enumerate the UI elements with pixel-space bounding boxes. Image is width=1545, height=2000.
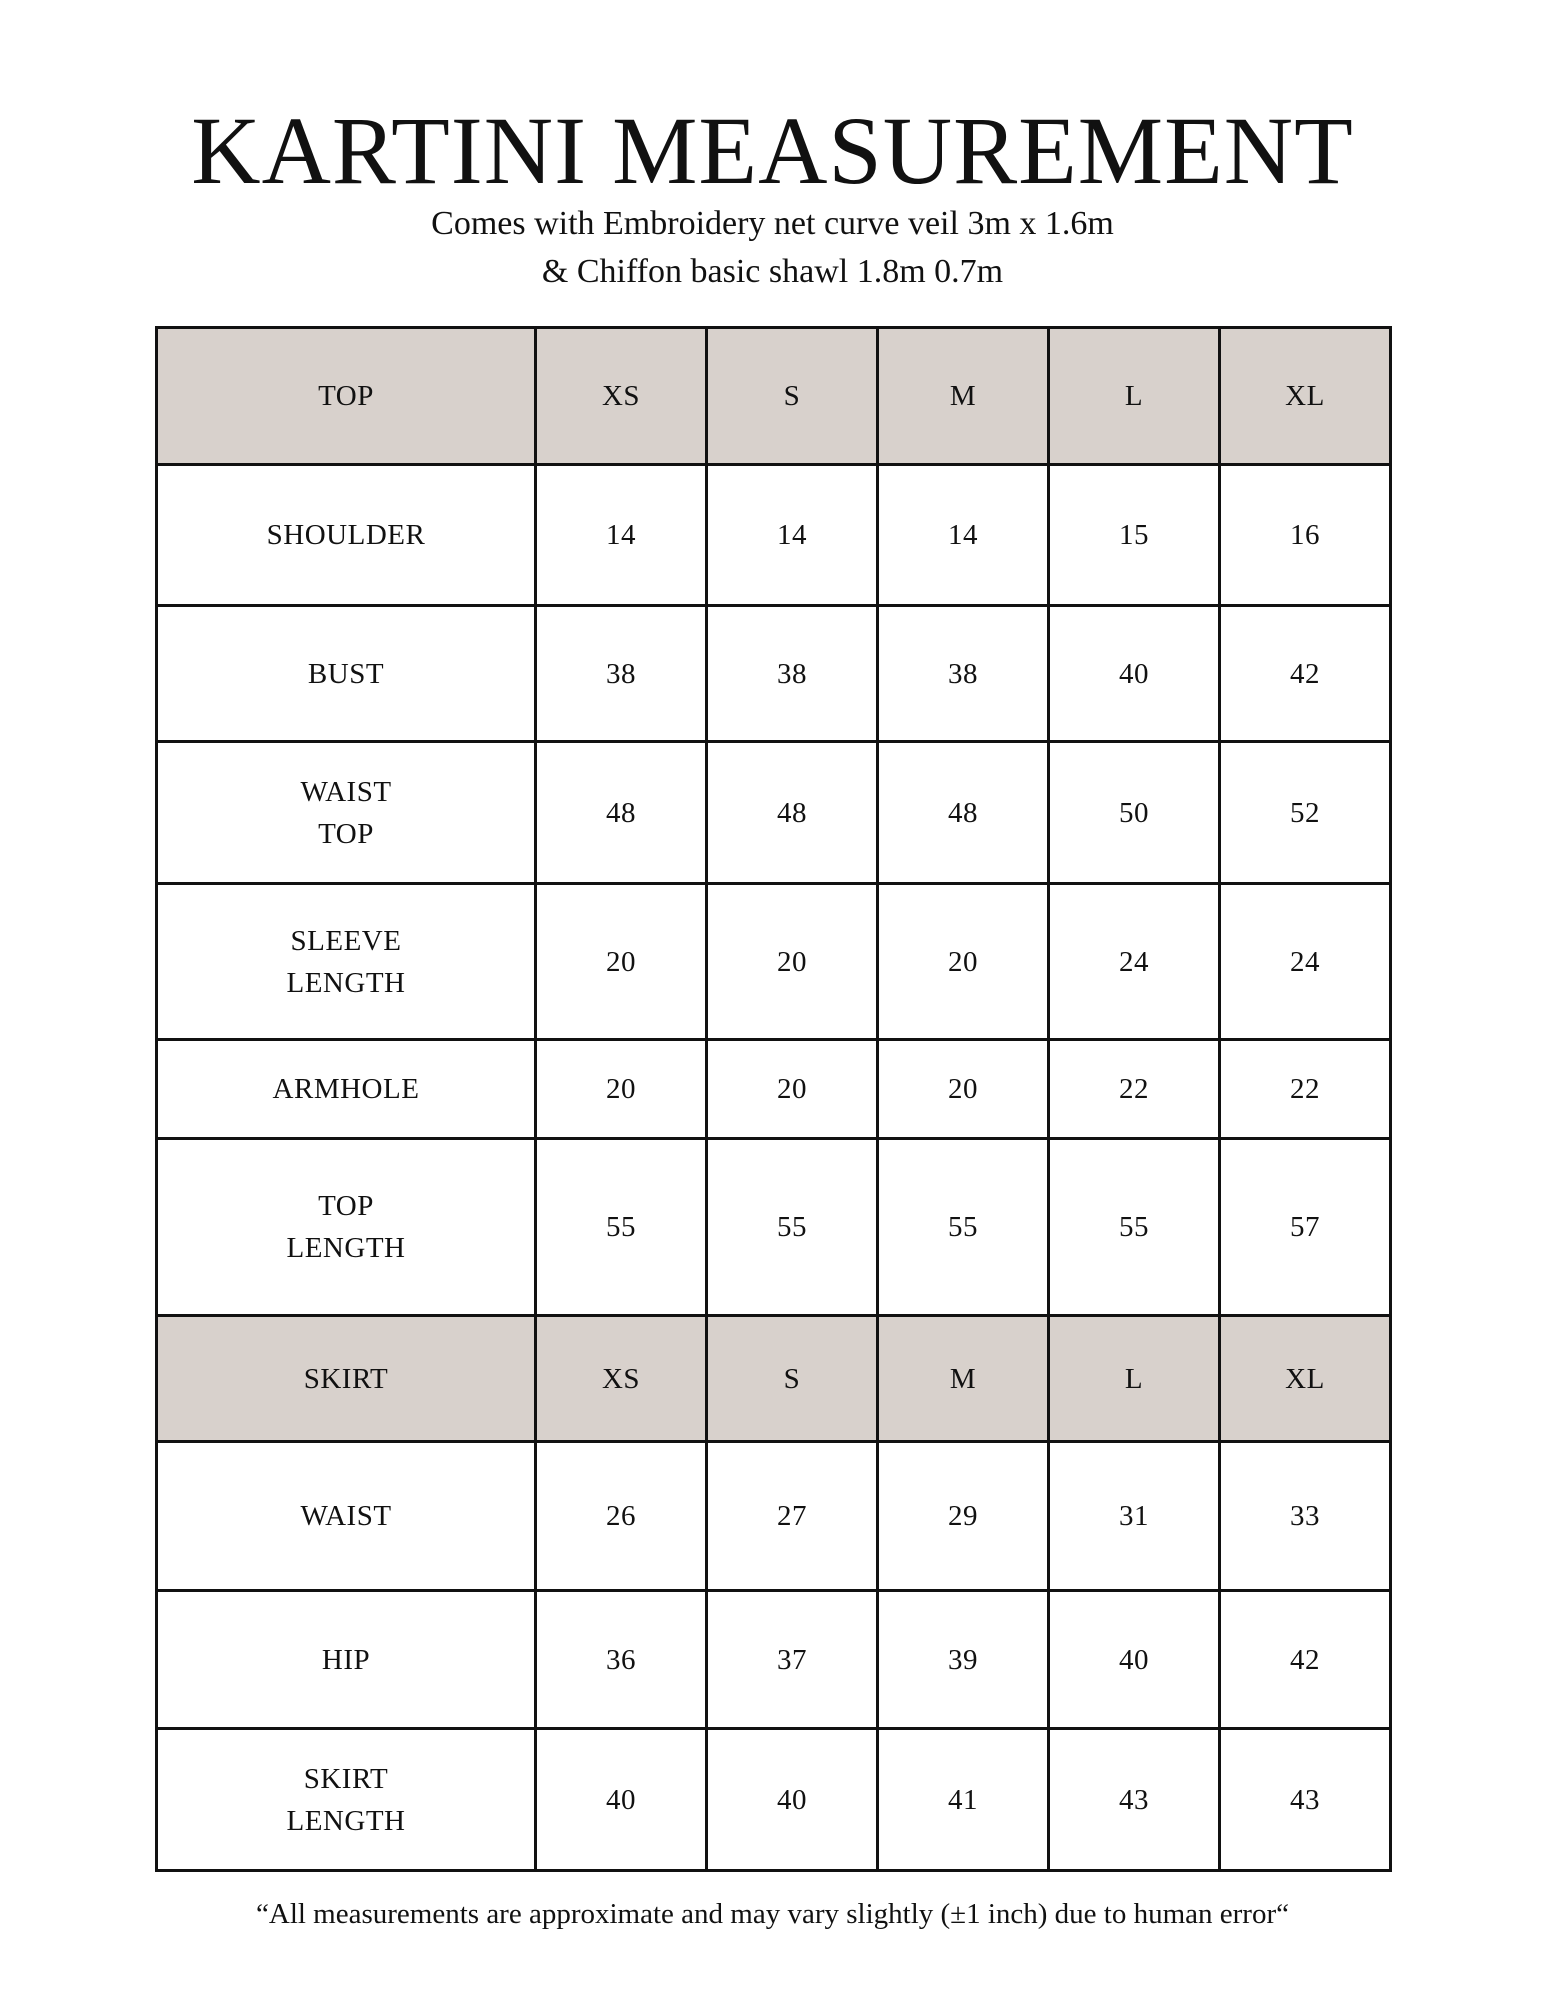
value-cell: 48 [707,742,878,884]
header-cell-m: M [878,328,1049,465]
value-cell: 39 [878,1591,1049,1729]
value-cell: 24 [1220,884,1391,1040]
header-cell-section: TOP [157,328,536,465]
value-cell: 14 [536,465,707,606]
table-row-waist-top [157,742,1391,884]
row-label: SLEEVE LENGTH [157,884,536,1040]
subtitle-shawl: & Chiffon basic shawl 1.8m 0.7m [541,253,1004,290]
value-cell: 20 [536,1040,707,1139]
header-cell-s: S [707,328,878,465]
value-cell: 22 [1049,1040,1220,1139]
subtitle-veil: Comes with Embroidery net curve veil 3m x 1.6m [431,205,1114,242]
value-cell: 20 [878,1040,1049,1139]
value-cell: 14 [878,465,1049,606]
value-cell: 40 [1049,1591,1220,1729]
row-label: BUST [157,606,536,742]
value-cell: 55 [878,1139,1049,1316]
value-cell: 43 [1049,1729,1220,1871]
value-cell: 20 [878,884,1049,1040]
table-row-bust [157,606,1391,742]
value-cell: 40 [1049,606,1220,742]
header-cell-xs: XS [536,328,707,465]
value-cell: 57 [1220,1139,1391,1316]
value-cell: 55 [707,1139,878,1316]
value-cell: 31 [1049,1442,1220,1591]
value-cell: 48 [536,742,707,884]
value-cell: 40 [707,1729,878,1871]
row-label: WAIST TOP [157,742,536,884]
value-cell: 43 [1220,1729,1391,1871]
value-cell: 55 [536,1139,707,1316]
value-cell: 42 [1220,606,1391,742]
row-label: HIP [157,1591,536,1729]
value-cell: 20 [707,1040,878,1139]
value-cell: 42 [1220,1591,1391,1729]
header-cell-l: L [1049,328,1220,465]
header-cell-l: L [1049,1316,1220,1442]
table-row-skirt-length [157,1729,1391,1871]
value-cell: 22 [1220,1040,1391,1139]
header-cell-m: M [878,1316,1049,1442]
disclaimer-footnote: “All measurements are approximate and may vary slightly (±1 inch) due to human error“ [256,1898,1289,1930]
value-cell: 20 [707,884,878,1040]
value-cell: 40 [536,1729,707,1871]
header-cell-xs: XS [536,1316,707,1442]
value-cell: 52 [1220,742,1391,884]
row-label: SHOULDER [157,465,536,606]
value-cell: 50 [1049,742,1220,884]
value-cell: 55 [1049,1139,1220,1316]
table-row-shoulder [157,465,1391,606]
row-label: TOP LENGTH [157,1139,536,1316]
value-cell: 38 [536,606,707,742]
table-row-top-length [157,1139,1391,1316]
value-cell: 14 [707,465,878,606]
value-cell: 36 [536,1591,707,1729]
row-label: ARMHOLE [157,1040,536,1139]
value-cell: 29 [878,1442,1049,1591]
header-cell-xl: XL [1220,1316,1391,1442]
value-cell: 24 [1049,884,1220,1040]
value-cell: 15 [1049,465,1220,606]
value-cell: 48 [878,742,1049,884]
value-cell: 16 [1220,465,1391,606]
value-cell: 37 [707,1591,878,1729]
table-row-waist [157,1442,1391,1591]
row-label: WAIST [157,1442,536,1591]
value-cell: 27 [707,1442,878,1591]
skirt-header-row [157,1316,1391,1442]
value-cell: 38 [878,606,1049,742]
value-cell: 26 [536,1442,707,1591]
value-cell: 41 [878,1729,1049,1871]
header-cell-s: S [707,1316,878,1442]
top-header-row [157,328,1391,465]
value-cell: 33 [1220,1442,1391,1591]
page-title: KARTINI MEASUREMENT [191,97,1354,204]
value-cell: 20 [536,884,707,1040]
value-cell: 38 [707,606,878,742]
row-label: SKIRT LENGTH [157,1729,536,1871]
header-cell-xl: XL [1220,328,1391,465]
table-row-armhole [157,1040,1391,1139]
table-row-hip [157,1591,1391,1729]
header-cell-section: SKIRT [157,1316,536,1442]
table-row-sleeve-length [157,884,1391,1040]
measurement-table [155,326,1392,1872]
